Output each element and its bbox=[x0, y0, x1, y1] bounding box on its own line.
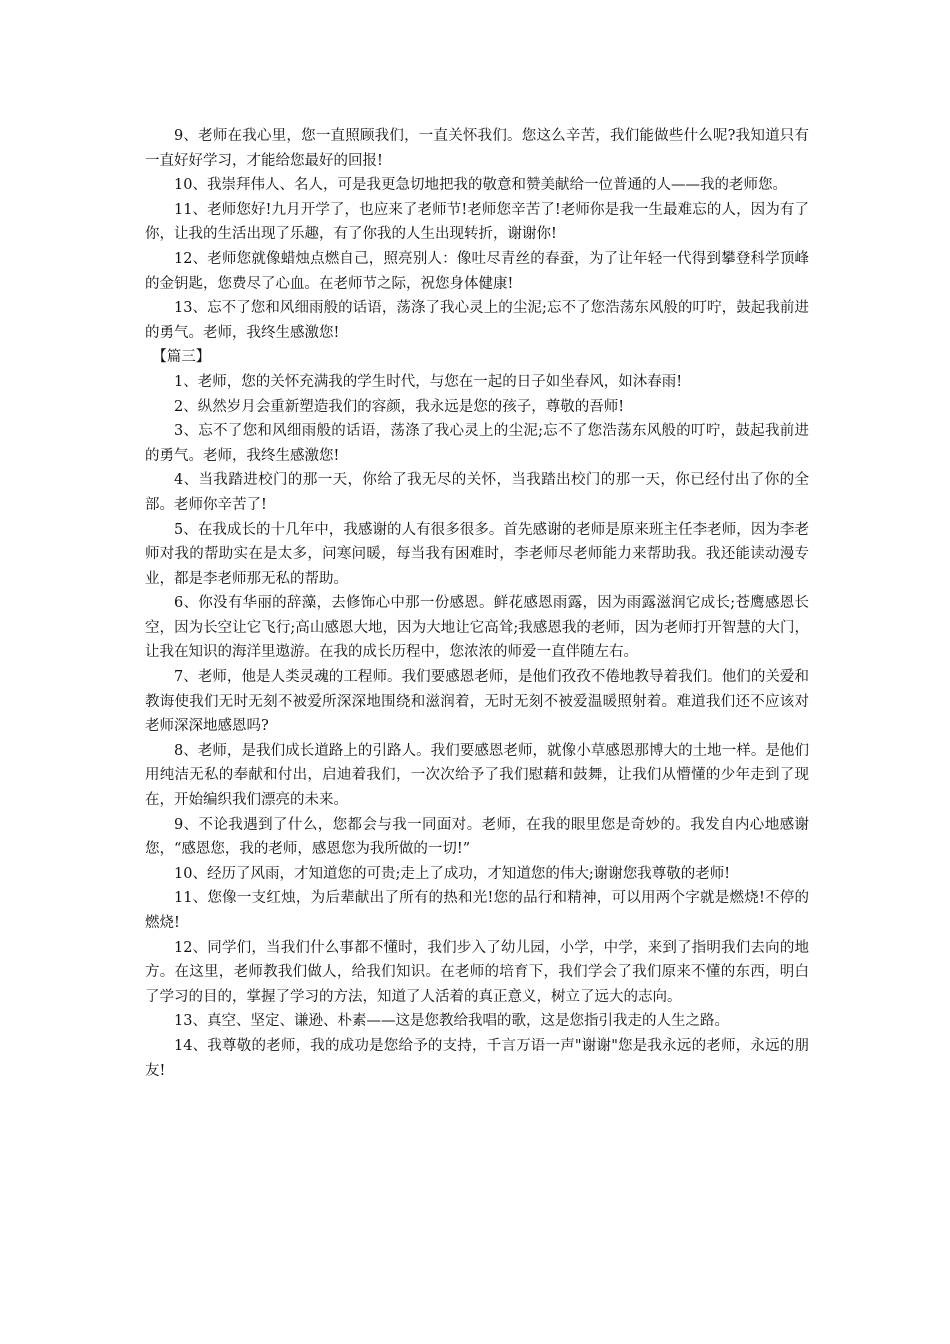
paragraph: 11、老师您好!九月开学了，也应来了老师节!老师您辛苦了!老师你是我一生最难忘的人，因为有了你，让我的生活出现了乐趣，有了你我的人生出现转折，谢谢你! bbox=[145, 201, 809, 243]
paragraph: 11、您像一支红烛，为后辈献出了所有的热和光!您的品行和精神，可以用两个字就是燃烧!不停的燃烧! bbox=[145, 890, 809, 931]
section-title: 【篇三】 bbox=[152, 349, 211, 366]
paragraph: 13、忘不了您和风细雨般的话语，荡涤了我心灵上的尘泥;忘不了您浩荡东风般的叮咛，鼓起我前进的勇气。老师，我终生感激您! bbox=[145, 300, 809, 341]
paragraph: 10、经历了风雨，才知道您的可贵;走上了成功，才知道您的伟大;谢谢您我尊敬的老师! bbox=[174, 865, 731, 882]
paragraph: 6、你没有华丽的辞藻，去修饰心中那一份感恩。鲜花感恩雨露，因为雨露滋润它成长;苍鹰感恩长空，因为长空让它飞行;高山感恩大地，因为大地让它高耸;我感恩我的老师，因为老师打开智慧的大门，让我在知识的海洋里遨游。在我的成长历程中，您浓浓的师爱一直伴随左右。 bbox=[145, 595, 809, 661]
paragraph: 5、在我成长的十几年中，我感谢的人有很多很多。首先感谢的老师是原来班主任李老师，因为李老师对我的帮助实在是太多，问寒问暖，每当我有困难时，李老师尽老师能力来帮助我。我还能读动漫专业，都是李老师那无私的帮助。 bbox=[145, 521, 809, 587]
paragraph: 2、纵然岁月会重新塑造我们的容颜，我永远是您的孩子，尊敬的吾师! bbox=[174, 398, 625, 415]
paragraph: 3、忘不了您和风细雨般的话语，荡涤了我心灵上的尘泥;忘不了您浩荡东风般的叮咛，鼓起我前进的勇气。老师，我终生感激您! bbox=[145, 423, 809, 464]
paragraph: 4、当我踏进校门的那一天，你给了我无尽的关怀，当我踏出校门的那一天，你已经付出了你的全部。老师你辛苦了! bbox=[145, 472, 809, 513]
paragraph: 1、老师，您的关怀充满我的学生时代，与您在一起的日子如坐春风，如沐春雨! bbox=[174, 373, 683, 390]
paragraph: 9、不论我遇到了什么，您都会与我一同面对。老师，在我的眼里您是奇妙的。我发自内心地感谢您，“感恩您，我的老师，感恩您为我所做的一切!” bbox=[145, 816, 809, 858]
paragraph: 12、同学们，当我们什么事都不懂时，我们步入了幼儿园，小学，中学，来到了指明我们去向的地方。在这里，老师教我们做人，给我们知识。在老师的培育下，我们学会了我们原来不懂的东西，明白了学习的目的，掌握了学习的方法，知道了人活着的真正意义，树立了远大的志向。 bbox=[145, 939, 809, 1005]
paragraph: 9、老师在我心里，您一直照顾我们，一直关怀我们。您这么辛苦，我们能做些什么呢?我知道只有一直好好学习，才能给您最好的回报! bbox=[145, 128, 809, 169]
document-body bbox=[145, 124, 809, 1083]
paragraph: 13、真空、坚定、谦逊、朴素——这是您教给我唱的歌，这是您指引我走的人生之路。 bbox=[174, 1013, 729, 1030]
paragraph: 12、老师您就像蜡烛点燃自己，照亮别人：像吐尽青丝的春蚕，为了让年轻一代得到攀登科学顶峰的金钥匙，您费尽了心血。在老师节之际，祝您身体健康! bbox=[145, 250, 809, 292]
paragraph: 7、老师，他是人类灵魂的工程师。我们要感恩老师，是他们孜孜不倦地教导着我们。他们的关爱和教诲使我们无时无刻不被爱所深深地围绕和滋润着，无时无刻不被爱温暖照射着。难道我们还不应该对老师深深地感恩吗? bbox=[145, 669, 809, 735]
paragraph: 8、老师，是我们成长道路上的引路人。我们要感恩老师，就像小草感恩那博大的土地一样。是他们用纯洁无私的奉献和付出，启迪着我们，一次次给予了我们慰藉和鼓舞，让我们从懵懂的少年走到了现在，开始编织我们漂亮的未来。 bbox=[145, 742, 809, 809]
paragraph: 10、我崇拜伟人、名人，可是我更急切地把我的敬意和赞美献给一位普通的人——我的老师您。 bbox=[174, 177, 787, 194]
paragraph: 14、我尊敬的老师，我的成功是您给予的支持，千言万语一声"谢谢"您是我永远的老师，永远的朋友! bbox=[145, 1037, 809, 1079]
